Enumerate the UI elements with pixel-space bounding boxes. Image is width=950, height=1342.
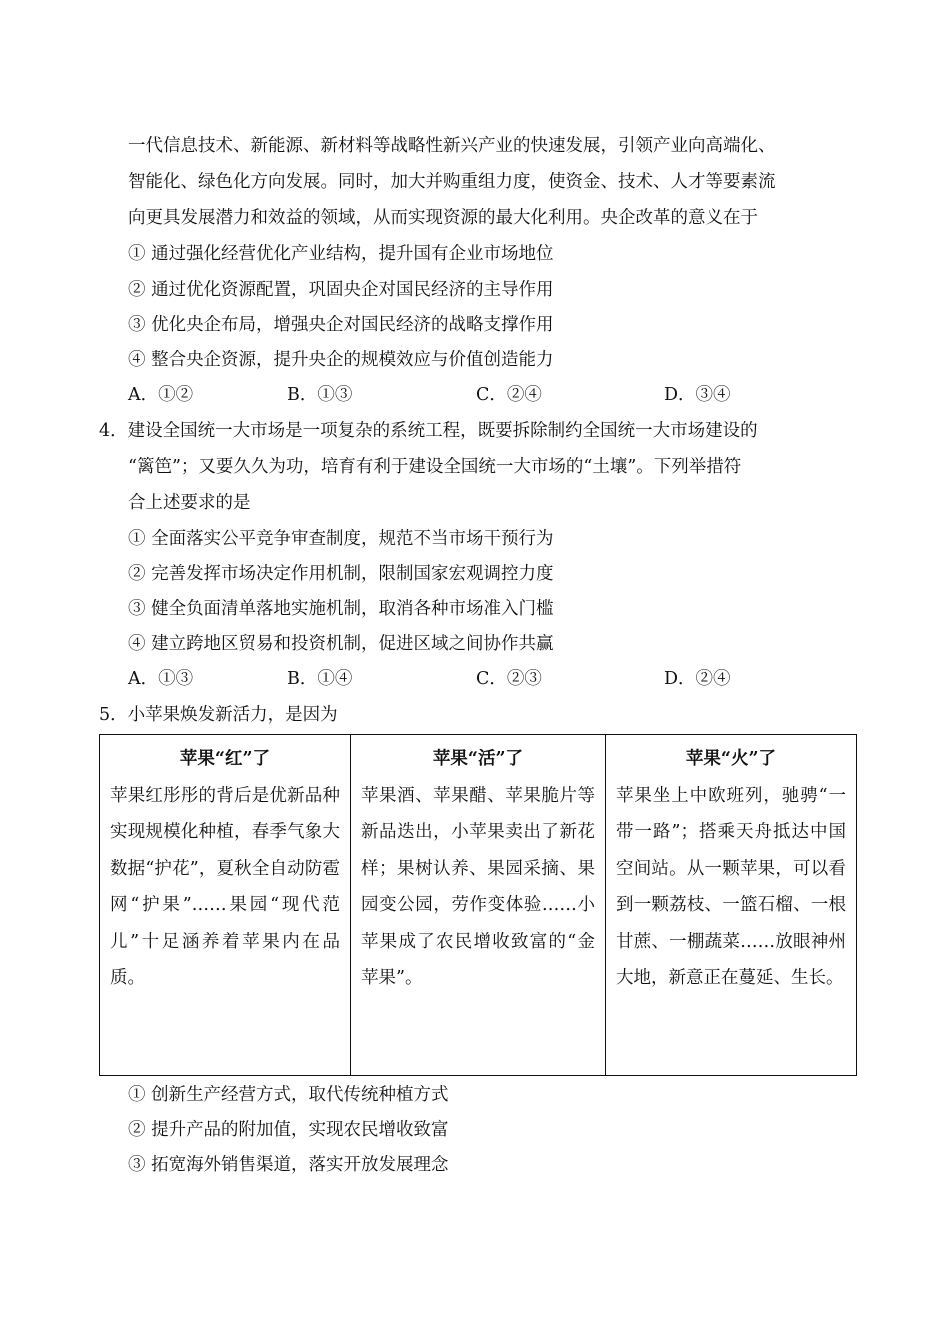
q4-item: ④ 建立跨地区贸易和投资机制，促进区域之间协作共赢 — [128, 634, 554, 654]
q5-cell-title: 苹果“红”了 — [179, 749, 271, 769]
q4-option-d[interactable]: D．②④ — [664, 669, 731, 689]
q5-stem: 5．小苹果焕发新活力，是因为 — [99, 705, 338, 725]
q4-stem-line: 4．建设全国统一大市场是一项复杂的系统工程，既要拆除制约全国统一大市场建设的 — [99, 421, 758, 441]
q3-item: ② 通过优化资源配置，巩固央企对国民经济的主导作用 — [128, 280, 554, 300]
q5-table — [99, 734, 857, 1076]
q5-cell — [606, 735, 857, 1076]
q4-option-b[interactable]: B．①④ — [287, 669, 353, 689]
intro-line: 一代信息技术、新能源、新材料等战略性新兴产业的快速发展，引领产业向高端化、 — [128, 136, 776, 156]
q4-stem-line: 合上述要求的是 — [128, 493, 251, 513]
q5-item: ② 提升产品的附加值，实现农民增收致富 — [128, 1120, 449, 1140]
q4-item: ② 完善发挥市场决定作用机制，限制国家宏观调控力度 — [128, 564, 554, 584]
q4-item: ① 全面落实公平竞争审查制度，规范不当市场干预行为 — [128, 529, 554, 549]
q3-option-d[interactable]: D．③④ — [664, 385, 731, 405]
q3-item: ① 通过强化经营优化产业结构，提升国有企业市场地位 — [128, 244, 554, 264]
q3-option-a[interactable]: A．①② — [128, 385, 194, 405]
q5-cell-body: 苹果酒、苹果醋、苹果脆片等新品迭出，小苹果卖出了新花样；果树认养、果园采摘、果园变公园，劳作变体验……小苹果成了农民增收致富的“金苹果”。 — [361, 785, 595, 988]
q5-cell-title: 苹果“活”了 — [432, 749, 524, 769]
q4-option-c[interactable]: C．②③ — [476, 669, 542, 689]
q4-item: ③ 健全负面清单落地实施机制，取消各种市场准入门槛 — [128, 599, 554, 619]
q3-option-b[interactable]: B．①③ — [287, 385, 353, 405]
q5-cell — [100, 735, 351, 1076]
q5-item: ③ 拓宽海外销售渠道，落实开放发展理念 — [128, 1155, 449, 1175]
q5-cell — [351, 735, 606, 1076]
q3-option-c[interactable]: C．②④ — [476, 385, 542, 405]
q5-cell-body: 苹果坐上中欧班列，驰骋“一带一路”；搭乘天舟抵达中国空间站。从一颗苹果，可以看到一颗荔枝、一篮石榴、一根甘蔗、一棚蔬菜……放眼神州大地，新意正在蔓延、生长。 — [616, 785, 846, 988]
q5-item: ① 创新生产经营方式，取代传统种植方式 — [128, 1085, 449, 1105]
q4-stem-line: “篱笆”；又要久久为功，培育有利于建设全国统一大市场的“土壤”。下列举措符 — [128, 457, 742, 477]
q5-cell-body: 苹果红彤彤的背后是优新品种实现规模化种植，春季气象大数据“护花”，夏秋全自动防雹网“护果”……果园“现代范儿”十足涵养着苹果内在品质。 — [110, 785, 340, 988]
q4-option-a[interactable]: A．①③ — [128, 669, 194, 689]
q3-item: ③ 优化央企布局，增强央企对国民经济的战略支撑作用 — [128, 315, 554, 335]
intro-line: 智能化、绿色化方向发展。同时，加大并购重组力度，使资金、技术、人才等要素流 — [128, 172, 776, 192]
intro-line: 向更具发展潜力和效益的领域，从而实现资源的最大化利用。央企改革的意义在于 — [128, 208, 758, 228]
q5-cell-title: 苹果“火”了 — [685, 749, 777, 769]
q3-item: ④ 整合央企资源，提升央企的规模效应与价值创造能力 — [128, 350, 554, 370]
